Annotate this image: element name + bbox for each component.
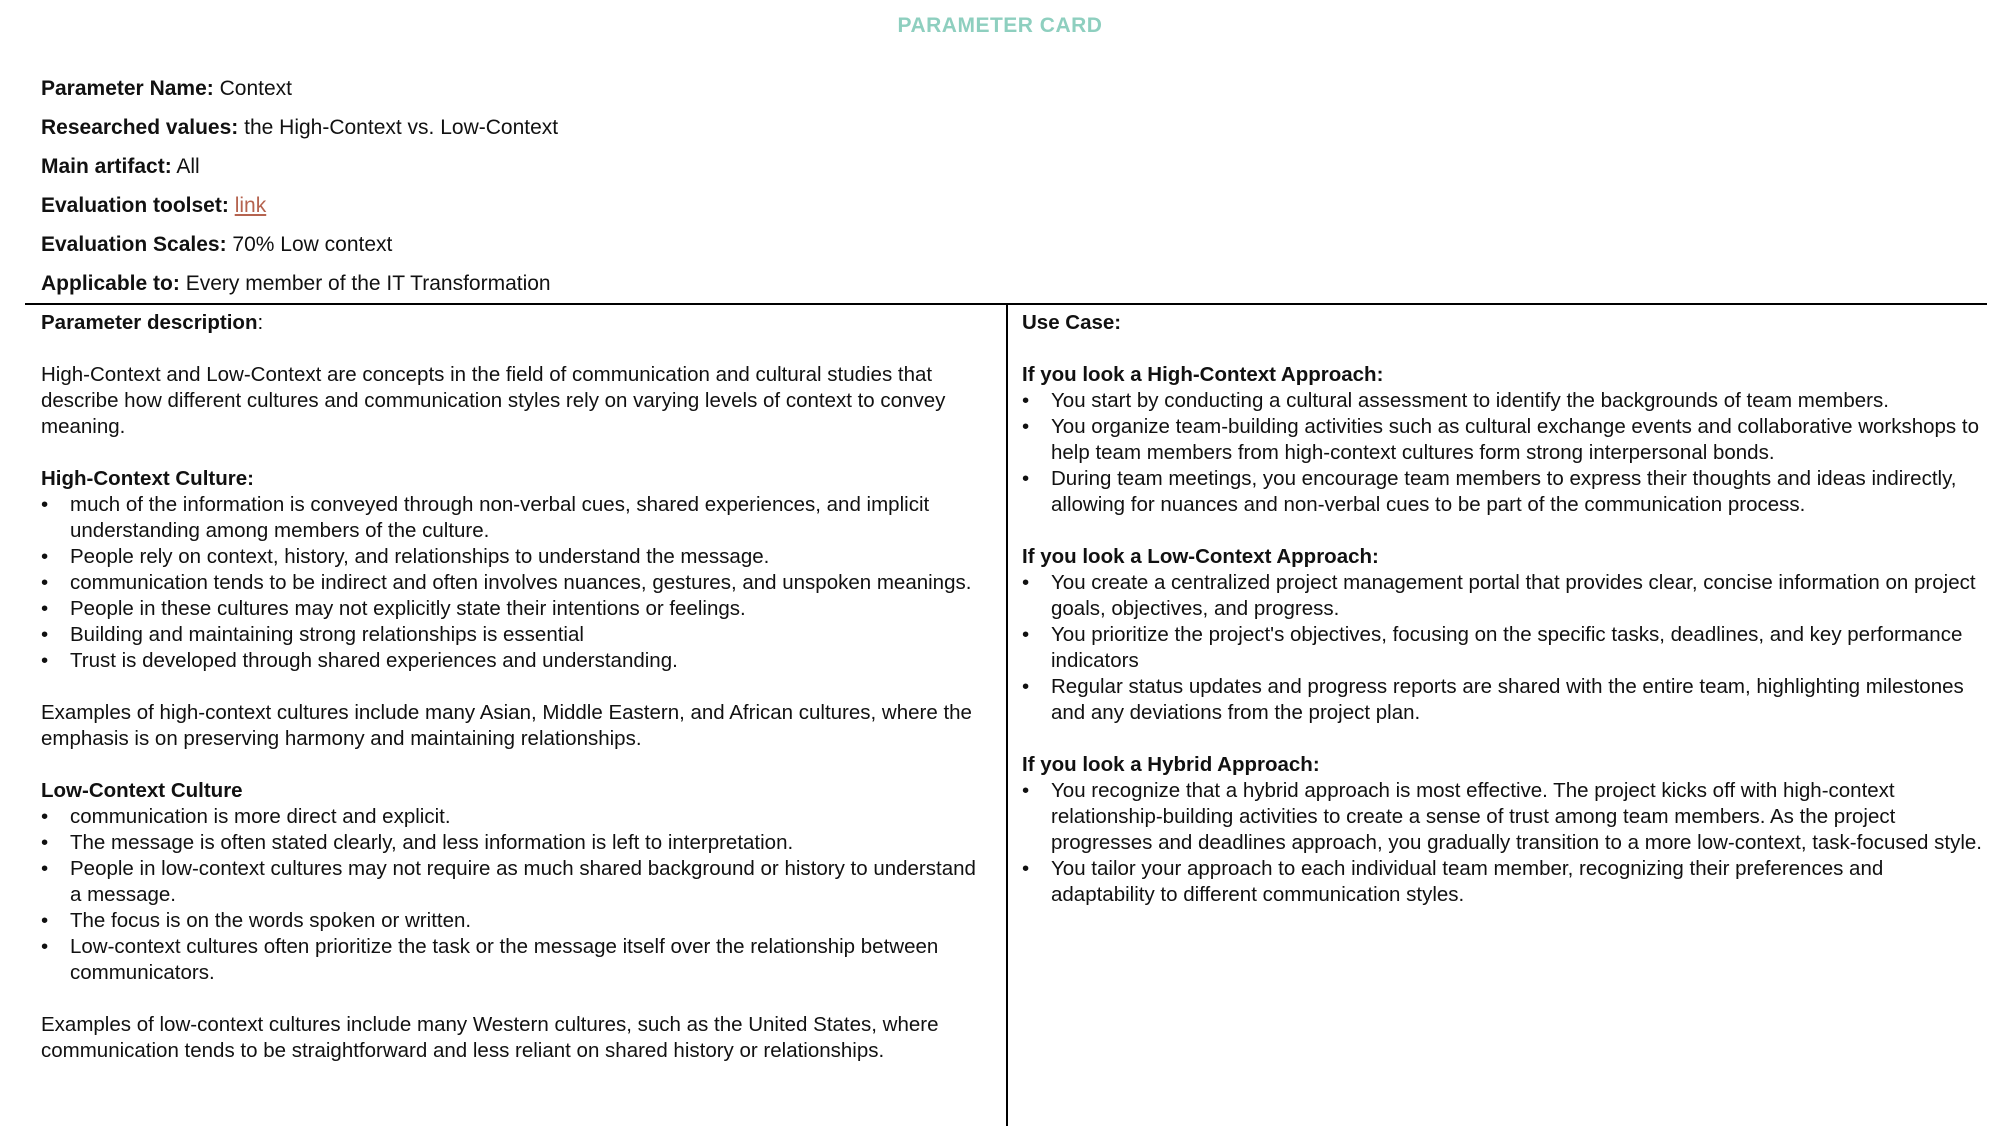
high-context-heading: High-Context Culture: (41, 467, 254, 490)
meta-section (41, 75, 558, 309)
meta-evaluation-toolset (41, 192, 558, 231)
use-case-heading: Use Case: (1022, 311, 1122, 334)
high-context-approach-bullet: • You start by conducting a cultural assessment to identify the backgrounds of team members. (1022, 388, 1987, 414)
meta-value: 70% Low context (232, 233, 393, 256)
spacer (1022, 336, 1987, 362)
meta-label: Evaluation Scales: (41, 233, 227, 256)
low-context-approach-list (1022, 570, 1987, 726)
hybrid-approach-list (1022, 778, 1987, 908)
spacer (1022, 726, 1987, 752)
low-context-approach-bullet: • You prioritize the project's objectives, focusing on the specific tasks, deadlines, and key performance indicators (1022, 622, 1987, 674)
parameter-description-column (41, 310, 991, 1064)
high-context-approach-bullet: • During team meetings, you encourage team members to express their thoughts and ideas indirectly, allowing for nuances and non-verbal cues to be part of the communication process. (1022, 466, 1987, 518)
high-context-approach-list (1022, 388, 1987, 518)
high-context-bullet: • Trust is developed through shared experiences and understanding. (41, 648, 991, 674)
meta-value: the High-Context vs. Low-Context (244, 116, 559, 139)
meta-label: Main artifact: (41, 155, 172, 178)
meta-label: Parameter Name: (41, 77, 214, 100)
page-title: PARAMETER CARD (897, 14, 1103, 37)
evaluation-toolset-link[interactable]: link (234, 194, 267, 217)
high-context-bullet: • Building and maintaining strong relationships is essential (41, 622, 991, 648)
high-context-examples: Examples of high-context cultures include many Asian, Middle Eastern, and African cultures, where the emphasis is on preserving harmony and maintaining relationships. (41, 701, 972, 750)
spacer (41, 752, 991, 778)
low-context-bullet: • The message is often stated clearly, and less information is left to interpretation. (41, 830, 991, 856)
spacer (41, 674, 991, 700)
meta-researched-values (41, 114, 558, 153)
low-context-bullet: • communication is more direct and explicit. (41, 804, 991, 830)
low-context-approach-bullet: • Regular status updates and progress reports are shared with the entire team, highlighting milestones and any deviations from the project plan. (1022, 674, 1987, 726)
description-heading-line (41, 310, 991, 336)
high-context-bullet: • People in these cultures may not explicitly state their intentions or feelings. (41, 596, 991, 622)
low-context-bullet: • People in low-context cultures may not require as much shared background or history to understand a message. (41, 856, 991, 908)
description-heading-suffix: : (257, 311, 264, 334)
hybrid-approach-heading: If you look a Hybrid Approach: (1022, 753, 1320, 776)
meta-value: Every member of the IT Transformation (185, 272, 551, 295)
spacer (41, 440, 991, 466)
meta-label: Researched values: (41, 116, 239, 139)
high-context-approach-bullet: • You organize team-building activities such as cultural exchange events and collaborative workshops to help team members from high-context cultures form strong interpersonal bonds. (1022, 414, 1987, 466)
hybrid-approach-bullet: • You recognize that a hybrid approach is most effective. The project kicks off with high-context relationship-building activities to create a sense of trust among team members. As the project progresses and deadlines approach, you gradually transition to a more low-context, task-focused style. (1022, 778, 1987, 856)
high-context-list (41, 492, 991, 674)
low-context-examples: Examples of low-context cultures include many Western cultures, such as the United States, where communication tends to be straightforward and less reliant on shared history or relationships. (41, 1013, 939, 1062)
low-context-heading: Low-Context Culture (41, 779, 243, 802)
meta-value: Context (219, 77, 292, 100)
spacer (41, 986, 991, 1012)
meta-value: All (176, 155, 200, 178)
hybrid-approach-bullet: • You tailor your approach to each individual team member, recognizing their preferences and adaptability to different communication styles. (1022, 856, 1987, 908)
description-heading: Parameter description (41, 311, 258, 334)
meta-main-artifact (41, 153, 558, 192)
vertical-divider (1006, 304, 1008, 1126)
low-context-bullet: • The focus is on the words spoken or written. (41, 908, 991, 934)
high-context-approach-heading: If you look a High-Context Approach: (1022, 363, 1384, 386)
description-intro: High-Context and Low-Context are concepts in the field of communication and cultural studies that describe how different cultures and communication styles rely on varying levels of context to convey meaning. (41, 363, 946, 438)
low-context-approach-heading: If you look a Low-Context Approach: (1022, 545, 1379, 568)
high-context-bullet: • People rely on context, history, and relationships to understand the message. (41, 544, 991, 570)
meta-label: Applicable to: (41, 272, 180, 295)
spacer (41, 336, 991, 362)
meta-label: Evaluation toolset: (41, 194, 229, 217)
use-case-column (1022, 310, 1987, 908)
meta-evaluation-scales (41, 231, 558, 270)
low-context-bullet: • Low-context cultures often prioritize the task or the message itself over the relationship between communicators. (41, 934, 991, 986)
spacer (1022, 518, 1987, 544)
high-context-bullet: • communication tends to be indirect and often involves nuances, gestures, and unspoken meanings. (41, 570, 991, 596)
high-context-bullet: • much of the information is conveyed through non-verbal cues, shared experiences, and implicit understanding among members of the culture. (41, 492, 991, 544)
meta-parameter-name (41, 75, 558, 114)
low-context-list (41, 804, 991, 986)
low-context-approach-bullet: • You create a centralized project management portal that provides clear, concise information on project goals, objectives, and progress. (1022, 570, 1987, 622)
